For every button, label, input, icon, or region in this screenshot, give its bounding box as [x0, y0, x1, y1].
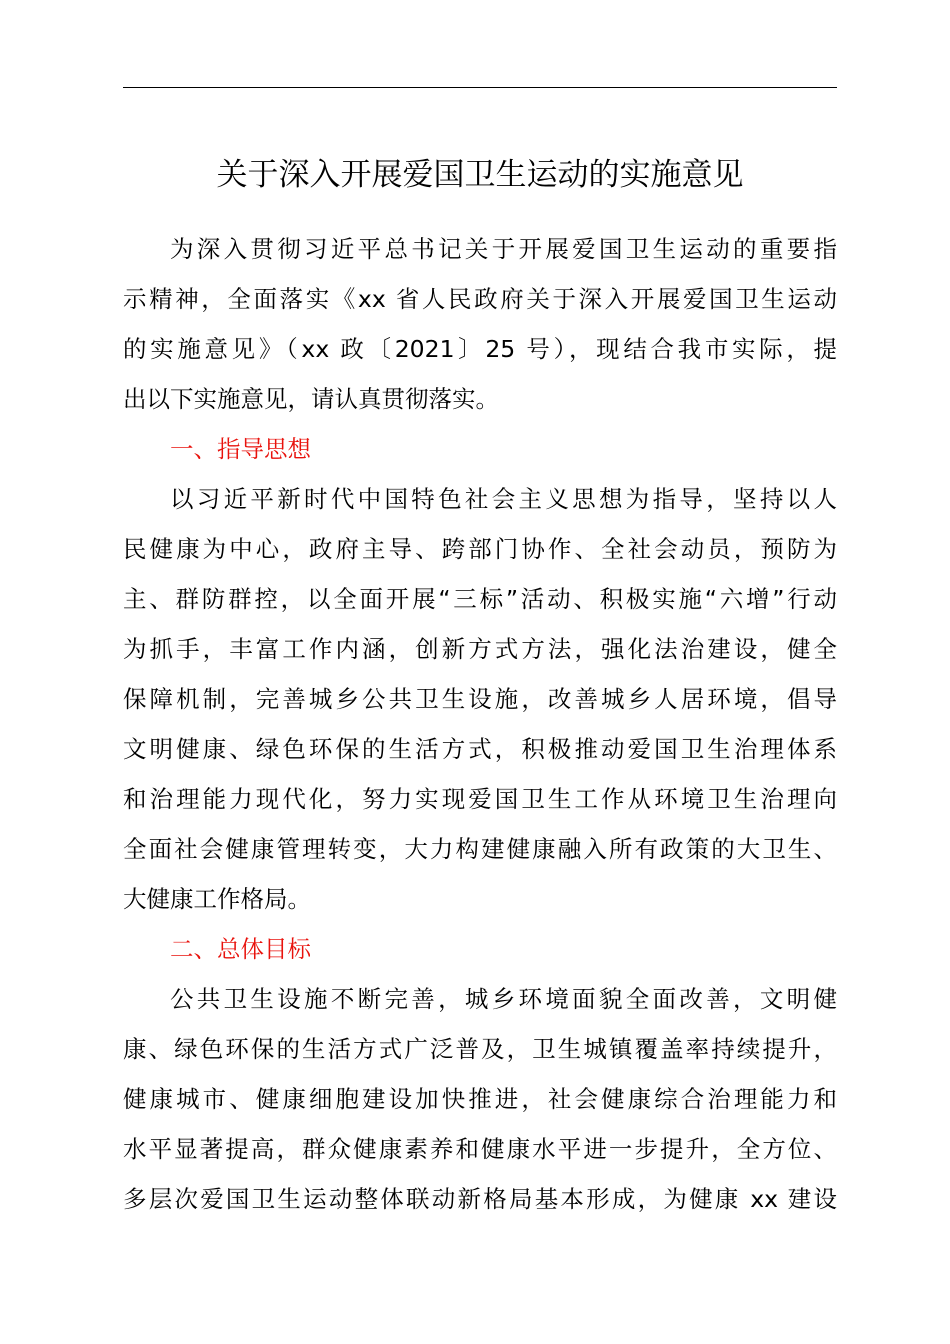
paragraph-line: 康、绿色环保的生活方式广泛普及，卫生城镇覆盖率持续提升， — [123, 1035, 837, 1063]
paragraph-line: 的实施意见》（xx 政〔2021〕25 号），现结合我市实际，提 — [123, 335, 837, 363]
paragraph-line: 出以下实施意见，请认真贯彻落实。 — [123, 385, 499, 413]
section-heading-overall-goals: 二、总体目标 — [170, 935, 311, 963]
paragraph-line: 以习近平新时代中国特色社会主义思想为指导，坚持以人 — [170, 485, 837, 513]
paragraph-line: 全面社会健康管理转变，大力构建健康融入所有政策的大卫生、 — [123, 835, 837, 863]
paragraph-line: 大健康工作格局。 — [123, 885, 311, 913]
paragraph-line: 水平显著提高，群众健康素养和健康水平进一步提升，全方位、 — [123, 1135, 837, 1163]
header-rule — [123, 87, 837, 88]
paragraph-line: 文明健康、绿色环保的生活方式，积极推动爱国卫生治理体系 — [123, 735, 837, 763]
paragraph-line: 为深入贯彻习近平总书记关于开展爱国卫生运动的重要指 — [170, 235, 837, 263]
paragraph-line: 主、群防群控，以全面开展“三标”活动、积极实施“六增”行动 — [123, 585, 837, 613]
paragraph-line: 健康城市、健康细胞建设加快推进，社会健康综合治理能力和 — [123, 1085, 837, 1113]
paragraph-line: 示精神，全面落实《xx 省人民政府关于深入开展爱国卫生运动 — [123, 285, 837, 313]
paragraph-line: 为抓手，丰富工作内涵，创新方式方法，强化法治建设，健全 — [123, 635, 837, 663]
section-heading-guiding-ideology: 一、指导思想 — [170, 435, 311, 463]
paragraph-line: 和治理能力现代化，努力实现爱国卫生工作从环境卫生治理向 — [123, 785, 837, 813]
document-title: 关于深入开展爱国卫生运动的实施意见 — [216, 157, 744, 193]
paragraph-line: 公共卫生设施不断完善，城乡环境面貌全面改善，文明健 — [170, 985, 837, 1013]
paragraph-line: 保障机制，完善城乡公共卫生设施，改善城乡人居环境，倡导 — [123, 685, 837, 713]
paragraph-line: 多层次爱国卫生运动整体联动新格局基本形成，为健康 xx 建设 — [123, 1185, 837, 1213]
paragraph-line: 民健康为中心，政府主导、跨部门协作、全社会动员，预防为 — [123, 535, 837, 563]
